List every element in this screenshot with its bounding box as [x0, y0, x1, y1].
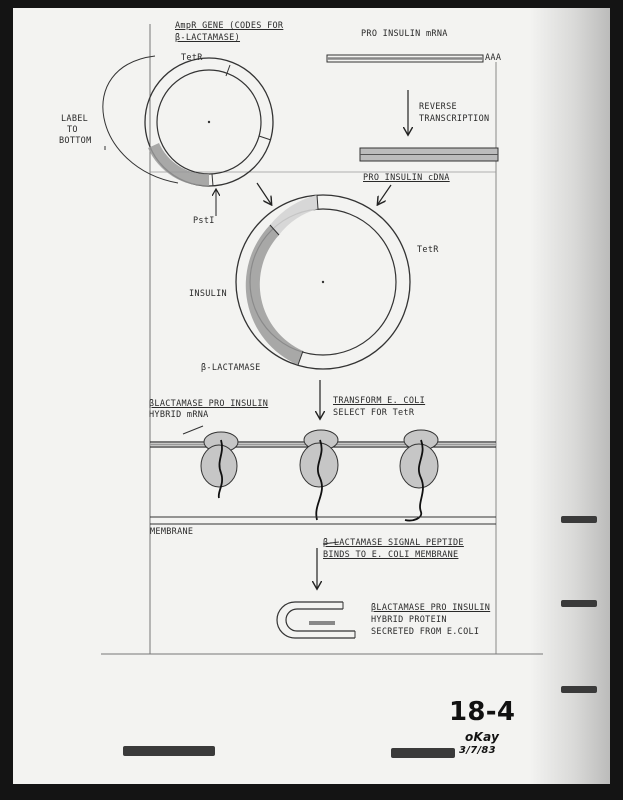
insulin-label: INSULIN — [189, 289, 227, 299]
cdna-to-plasmid-arrow — [378, 185, 391, 204]
top-plasmid — [145, 58, 273, 186]
label-to-bottom-2: TO — [67, 125, 78, 135]
scan-mark — [391, 748, 455, 758]
aaa-label: AAA — [485, 53, 502, 63]
hybrid-pointer — [183, 426, 203, 434]
scan-mark — [123, 746, 215, 756]
pro-insulin-mrna-label: PRO INSULIN mRNA — [361, 29, 448, 39]
b-lactamase-label: β-LACTAMASE — [201, 363, 261, 373]
secreted-label-1: βLACTAMASE PRO INSULIN — [371, 603, 491, 613]
initials: oKay — [465, 730, 500, 744]
signal-peptide-label-1: β-LACTAMASE SIGNAL PEPTIDE — [323, 538, 464, 548]
label-to-bottom-3: BOTTOM — [59, 136, 92, 146]
hybrid-mrna-label-2: HYBRID mRNA — [149, 410, 209, 420]
scan-mark — [561, 516, 597, 523]
scan-mark — [561, 600, 597, 607]
ampr-gene-label: AmpR GENE (CODES FOR — [175, 21, 284, 31]
scan-mark — [561, 686, 597, 693]
document-page — [13, 8, 610, 784]
tetr-right-label: TetR — [417, 245, 439, 255]
page-number: 18-4 — [449, 697, 516, 727]
ribosome-1 — [201, 432, 238, 498]
reverse-transcription-label-1: REVERSE — [419, 102, 457, 112]
ampr-gene-label-2: β-LACTAMASE) — [175, 33, 241, 43]
transform-label-2: SELECT FOR TetR — [333, 408, 415, 418]
membrane-label: MEMBRANE — [150, 527, 194, 537]
pst-label: PstI — [193, 216, 215, 226]
signal-peptide-label-2: BINDS TO E. COLI MEMBRANE — [323, 550, 459, 560]
ribosome-3 — [400, 430, 438, 521]
diagram-canvas — [13, 8, 610, 784]
hybrid-mrna-label-1: βLACTAMASE PRO INSULIN — [149, 399, 269, 409]
hybrid-protein-shape — [277, 602, 355, 638]
ribosome-2 — [300, 430, 338, 520]
tetr-top-label: TetR — [181, 53, 203, 63]
recombinant-plasmid — [236, 195, 410, 369]
transform-label-1: TRANSFORM E. COLI — [333, 396, 426, 406]
handwritten-date: 3/7/83 — [459, 745, 496, 756]
label-to-bottom-1: LABEL — [61, 114, 89, 124]
pro-insulin-cdna-label: PRO INSULIN cDNA — [363, 173, 450, 183]
plasmid-to-recombinant-arrow — [257, 183, 271, 204]
reverse-transcription-label-2: TRANSCRIPTION — [419, 114, 490, 124]
secreted-label-3: SECRETED FROM E.COLI — [371, 627, 480, 637]
secreted-label-2: HYBRID PROTEIN — [371, 615, 447, 625]
